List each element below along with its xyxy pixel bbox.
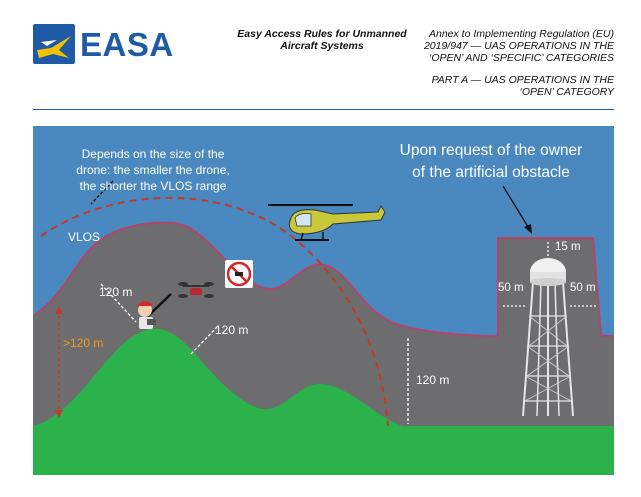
vlos-note-line: drone: the smaller the drone, bbox=[76, 163, 230, 177]
tower-right-label: 50 m bbox=[570, 282, 596, 294]
ground-plain bbox=[33, 426, 614, 475]
title-line: Aircraft Systems bbox=[280, 40, 364, 52]
part-line: ‘OPEN’ CATEGORY bbox=[519, 86, 614, 98]
terrain-distance-label: 120 m bbox=[416, 373, 450, 387]
document-title bbox=[232, 28, 412, 52]
obstacle-note-line: of the artificial obstacle bbox=[412, 164, 570, 181]
annex-reference bbox=[394, 28, 614, 98]
part-line: PART A — UAS OPERATIONS IN THE bbox=[431, 74, 614, 86]
vlos-note-line: the shorter the VLOS range bbox=[79, 179, 227, 193]
above-limit-label: >120 m bbox=[63, 336, 104, 350]
vlos-label: VLOS bbox=[68, 230, 101, 244]
easa-logo bbox=[33, 24, 174, 66]
no-drone-sign-icon bbox=[225, 260, 253, 288]
obstacle-note-line: Upon request of the owner bbox=[399, 142, 583, 159]
tower-top-label: 15 m bbox=[555, 241, 581, 253]
annex-line: ‘OPEN’ AND ‘SPECIFIC’ CATEGORIES bbox=[429, 52, 614, 64]
uas-height-figure bbox=[33, 126, 614, 475]
slope-distance-label: 120 m bbox=[215, 323, 249, 337]
header-rule bbox=[33, 109, 614, 110]
figure-svg bbox=[33, 126, 614, 475]
annex-line: 2019/947 — UAS OPERATIONS IN THE bbox=[423, 40, 614, 52]
title-line: Easy Access Rules for Unmanned bbox=[237, 28, 407, 40]
logo-text: EASA bbox=[80, 26, 174, 63]
easa-logo-mark-icon bbox=[33, 24, 75, 64]
annex-line: Annex to Implementing Regulation (EU) bbox=[428, 28, 614, 40]
vlos-note-line: Depends on the size of the bbox=[81, 147, 225, 161]
drone-distance-label: 120 m bbox=[99, 285, 133, 299]
tower-left-label: 50 m bbox=[498, 282, 524, 294]
